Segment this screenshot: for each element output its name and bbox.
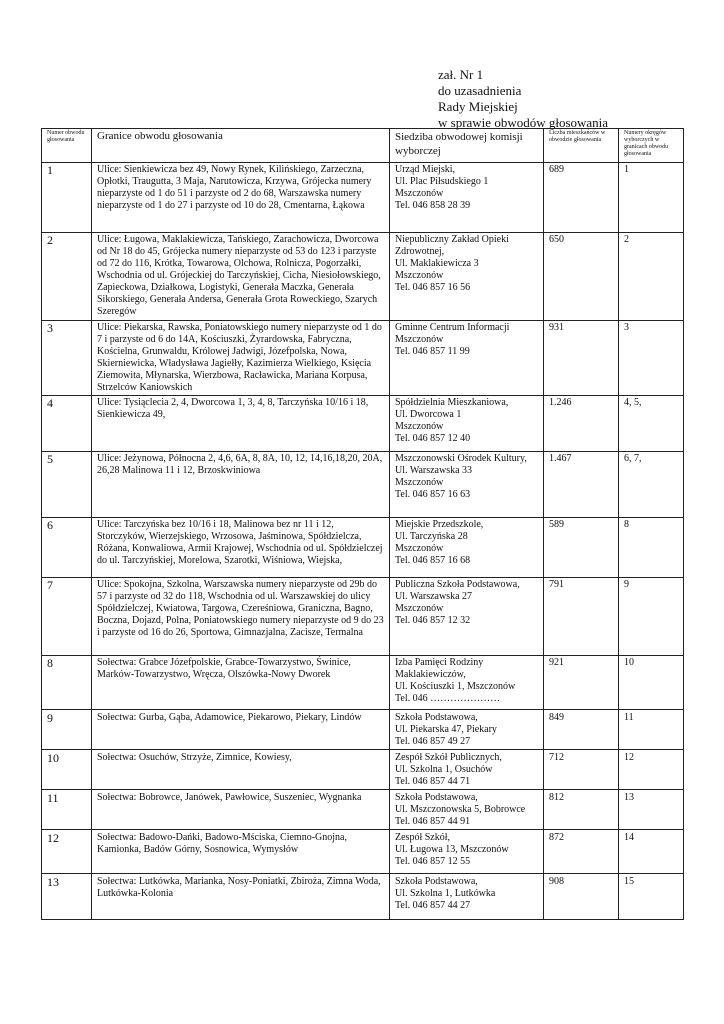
table-row: [42, 452, 684, 518]
seat-line: Zespół Szkół Publicznych,: [395, 752, 502, 763]
seat-line: Zespół Szkół,: [395, 832, 450, 843]
seat-line: Mszczonów: [395, 603, 444, 614]
district-boundaries: Sołectwa: Grabce Józefpolskie, Grabce-Towarzystwo, Świnice, Marków-Towarzystwo, Wręcza, Olszówka-Nowy Dworek: [92, 656, 390, 710]
resident-count: 849: [544, 710, 619, 750]
seat-line: Szkoła Podstawowa,: [395, 712, 478, 723]
seat-line: Tel. 046 857 16 63: [395, 489, 471, 500]
seat-line: Ul. Szkolna 1, Lutkówka: [395, 888, 496, 899]
seat-line: Mszczonów: [395, 188, 444, 199]
electoral-areas: 8: [619, 518, 684, 578]
seat-line: Szkoła Podstawowa,: [395, 876, 478, 887]
districts-table: [41, 128, 684, 920]
column-header-boundaries: Granice obwodu głosowania: [92, 129, 390, 163]
district-number: 13: [42, 874, 92, 920]
seat-line: Ul. Kościuszki 1, Mszczonów: [395, 681, 516, 692]
seat-line: Maklakiewiczów,: [395, 669, 466, 680]
commission-seat: [390, 710, 544, 750]
table-row: [42, 710, 684, 750]
attachment-line: w sprawie obwodów głosowania: [438, 115, 609, 130]
attachment-header: [438, 67, 608, 131]
seat-line: Ul. Warszawska 27: [395, 591, 473, 602]
seat-line: Gminne Centrum Informacji: [395, 322, 510, 333]
seat-line: Ul. Ługowa 13, Mszczonów: [395, 844, 509, 855]
electoral-areas: 3: [619, 321, 684, 396]
seat-line: Ul. Dworcowa 1: [395, 409, 462, 420]
seat-line: Tel. 046 857 12 40: [395, 433, 471, 444]
commission-seat: [390, 518, 544, 578]
electoral-areas: 9: [619, 578, 684, 656]
electoral-areas: 6, 7,: [619, 452, 684, 518]
district-number: 5: [42, 452, 92, 518]
table-row: [42, 750, 684, 790]
seat-line: Tel. 046 857 49 27: [395, 736, 471, 747]
resident-count: 931: [544, 321, 619, 396]
commission-seat: [390, 656, 544, 710]
district-number: 3: [42, 321, 92, 396]
table-row: [42, 233, 684, 321]
seat-line: Mszczonów: [395, 543, 444, 554]
seat-line: Mszczonów: [395, 477, 444, 488]
seat-line: Tel. 046 857 16 68: [395, 555, 471, 566]
electoral-areas: 14: [619, 830, 684, 874]
district-number: 4: [42, 396, 92, 452]
seat-line: Zdrowotnej,: [395, 246, 445, 257]
table-row: [42, 321, 684, 396]
district-number: 11: [42, 790, 92, 830]
seat-line: Ul. Plac Piłsudskiego 1: [395, 176, 489, 187]
table-row: [42, 578, 684, 656]
seat-line: Miejskie Przedszkole,: [395, 519, 484, 530]
table-row: [42, 518, 684, 578]
commission-seat: [390, 790, 544, 830]
table-header-row: [42, 129, 684, 163]
seat-line: Tel. 046 858 28 39: [395, 200, 471, 211]
electoral-areas: 15: [619, 874, 684, 920]
column-header-seat: Siedziba obwodowej komisji wyborczej: [390, 129, 544, 163]
table-row: [42, 874, 684, 920]
district-boundaries: Sołectwa: Osuchów, Strzyże, Zimnice, Kowiesy,: [92, 750, 390, 790]
district-number: 1: [42, 163, 92, 233]
electoral-areas: 2: [619, 233, 684, 321]
district-boundaries: Sołectwa: Bobrowce, Janówek, Pawłowice, Suszeniec, Wygnanka: [92, 790, 390, 830]
commission-seat: [390, 163, 544, 233]
table-body: [42, 163, 684, 920]
district-number: 2: [42, 233, 92, 321]
resident-count: 650: [544, 233, 619, 321]
seat-line: Tel. 046 857 44 71: [395, 776, 471, 787]
district-number: 6: [42, 518, 92, 578]
resident-count: 589: [544, 518, 619, 578]
seat-line: Niepubliczny Zakład Opieki: [395, 234, 509, 245]
resident-count: 1.467: [544, 452, 619, 518]
electoral-areas: 4, 5,: [619, 396, 684, 452]
district-number: 7: [42, 578, 92, 656]
commission-seat: [390, 321, 544, 396]
seat-line: Ul. Warszawska 33: [395, 465, 473, 476]
district-boundaries: Ulice: Sienkiewicza bez 49, Nowy Rynek, Kilińskiego, Zarzeczna, Opłotki, Traugutta, 3 Maja, Narutowicza, Krzywa, Grójecka numery nieparzyste od 1 do 51 i parzyste od 2 do 68, Warszawska numery nieparzyste od 1 do 27 i parzyste od 10 do 28, Cmentarna, Łąkowa: [92, 163, 390, 233]
resident-count: 908: [544, 874, 619, 920]
table-row: [42, 656, 684, 710]
seat-line: Urząd Miejski,: [395, 164, 455, 175]
district-boundaries: Sołectwa: Gurba, Gąba, Adamowice, Piekarowo, Piekary, Lindów: [92, 710, 390, 750]
column-header-number: Numer obwodu głosowania: [42, 129, 92, 163]
resident-count: 689: [544, 163, 619, 233]
seat-line: Tel. 046 857 12 55: [395, 856, 471, 867]
resident-count: 1.246: [544, 396, 619, 452]
table-row: [42, 396, 684, 452]
column-header-residents: Liczba mieszkańców w obwodzie głosowania: [544, 129, 619, 163]
seat-line: Mszczonów: [395, 270, 444, 281]
electoral-areas: 10: [619, 656, 684, 710]
column-header-areas: Numery okręgów wyborczych w granicach obwodu głosowania: [619, 129, 684, 163]
commission-seat: [390, 578, 544, 656]
district-boundaries: Ulice: Tysiąclecia 2, 4, Dworcowa 1, 3, 4, 8, Tarczyńska 10/16 i 18, Sienkiewicza 49,: [92, 396, 390, 452]
seat-line: Szkoła Podstawowa,: [395, 792, 478, 803]
seat-line: Tel. 046 857 12 32: [395, 615, 471, 626]
electoral-areas: 13: [619, 790, 684, 830]
district-number: 9: [42, 710, 92, 750]
seat-line: Mszczonów: [395, 334, 444, 345]
seat-line: Tel. 046 857 44 91: [395, 816, 471, 827]
seat-line: Izba Pamięci Rodziny: [395, 657, 484, 668]
district-boundaries: Ulice: Tarczyńska bez 10/16 i 18, Malinowa bez nr 11 i 12, Storczyków, Wierzejskiego, Wrzosowa, Jaśminowa, Spółdzielcza, Różana, Konwaliowa, Armii Krajowej, Wschodnia od ul. Spółdzielczej do ul. Tarczyńskiej, Morelowa, Szarotki, Wiśniowa, Wiejska,: [92, 518, 390, 578]
commission-seat: [390, 830, 544, 874]
commission-seat: [390, 396, 544, 452]
table-row: [42, 830, 684, 874]
resident-count: 791: [544, 578, 619, 656]
seat-line: Ul. Tarczyńska 28: [395, 531, 468, 542]
attachment-line: do uzasadnienia: [438, 83, 522, 98]
seat-line: Tel. 046 857 11 99: [395, 346, 470, 357]
commission-seat: [390, 233, 544, 321]
district-number: 8: [42, 656, 92, 710]
district-boundaries: Sołectwa: Lutkówka, Marianka, Nosy-Poniatki, Zbiroża, Zimna Woda, Lutkówka-Kolonia: [92, 874, 390, 920]
seat-line: Tel. 046 …………………: [395, 693, 501, 704]
seat-line: Publiczna Szkoła Podstawowa,: [395, 579, 520, 590]
district-number: 12: [42, 830, 92, 874]
district-number: 10: [42, 750, 92, 790]
electoral-areas: 1: [619, 163, 684, 233]
resident-count: 812: [544, 790, 619, 830]
table-row: [42, 790, 684, 830]
seat-line: Ul. Szkolna 1, Osuchów: [395, 764, 493, 775]
electoral-areas: 12: [619, 750, 684, 790]
resident-count: 872: [544, 830, 619, 874]
electoral-areas: 11: [619, 710, 684, 750]
seat-line: Mszczonów: [395, 421, 444, 432]
attachment-line: zał. Nr 1: [438, 67, 484, 82]
seat-line: Mszczonowski Ośrodek Kultury,: [395, 453, 527, 464]
seat-line: Ul. Maklakiewicza 3: [395, 258, 479, 269]
district-boundaries: Sołectwa: Badowo-Dańki, Badowo-Mściska, Ciemno-Gnojna, Kamionka, Badów Górny, Sosnowica, Wymysłów: [92, 830, 390, 874]
district-boundaries: Ulice: Jeżynowa, Północna 2, 4,6, 6A, 8, 8A, 10, 12, 14,16,18,20, 20A, 26,28 Malinowa 11 i 12, Brzoskwiniowa: [92, 452, 390, 518]
table-row: [42, 163, 684, 233]
district-boundaries: Ulice: Ługowa, Maklakiewicza, Tańskiego, Zarachowicza, Dworcowa od Nr 18 do 45, Grójecka numery nieparzyste od 53 do 123 i parzyste od 72 do 116, Krótka, Towarowa, Olchowa, Rolnicza, Pogorzałki, Wschodnia od ul. Grójeckiej do Tarczyńskiej, Cicha, Niesiołowskiego, Zapieckowa, Działkowa, Logistyki, Generała Maczka, Generała Sikorskiego, Generała Andersa, Generała Grota Roweckiego, Szarych Szeregów: [92, 233, 390, 321]
commission-seat: [390, 452, 544, 518]
seat-line: Spółdzielnia Mieszkaniowa,: [395, 397, 509, 408]
seat-line: Ul. Mszczonowska 5, Bobrowce: [395, 804, 526, 815]
district-boundaries: Ulice: Spokojna, Szkolna, Warszawska numery nieparzyste od 29b do 57 i parzyste od 32 do 118, Wschodnia od ul. Warszawskiej do ulicy Spółdzielczej, Kwiatowa, Targowa, Czereśniowa, Graniczna, Bagno, Boczna, Dojazd, Polna, Poniatowskiego numery nieparzyste od 9 do 23 i parzyste od 16 do 26, Sportowa, Gimnazjalna, Zacisze, Termalna: [92, 578, 390, 656]
resident-count: 712: [544, 750, 619, 790]
seat-line: Ul. Piekarska 47, Piekary: [395, 724, 497, 735]
seat-line: Tel. 046 857 16 56: [395, 282, 471, 293]
seat-line: Tel. 046 857 44 27: [395, 900, 471, 911]
district-boundaries: Ulice: Piekarska, Rawska, Poniatowskiego numery nieparzyste od 1 do 7 i parzyste od 6 do 14A, Kościuszki, Żyrardowska, Fabryczna, Kościelna, Grunwaldu, Królowej Jadwigi, Józefpolska, Nowa, Skierniewicka, Władysława Jagiełły, Kazimierza Wielkiego, Księcia Ziemowita, Młynarska, Wierzbowa, Racławicka, Mariana Korpusa, Strzelców Kaniowskich: [92, 321, 390, 396]
commission-seat: [390, 874, 544, 920]
commission-seat: [390, 750, 544, 790]
resident-count: 921: [544, 656, 619, 710]
attachment-line: Rady Miejskiej: [438, 99, 518, 114]
